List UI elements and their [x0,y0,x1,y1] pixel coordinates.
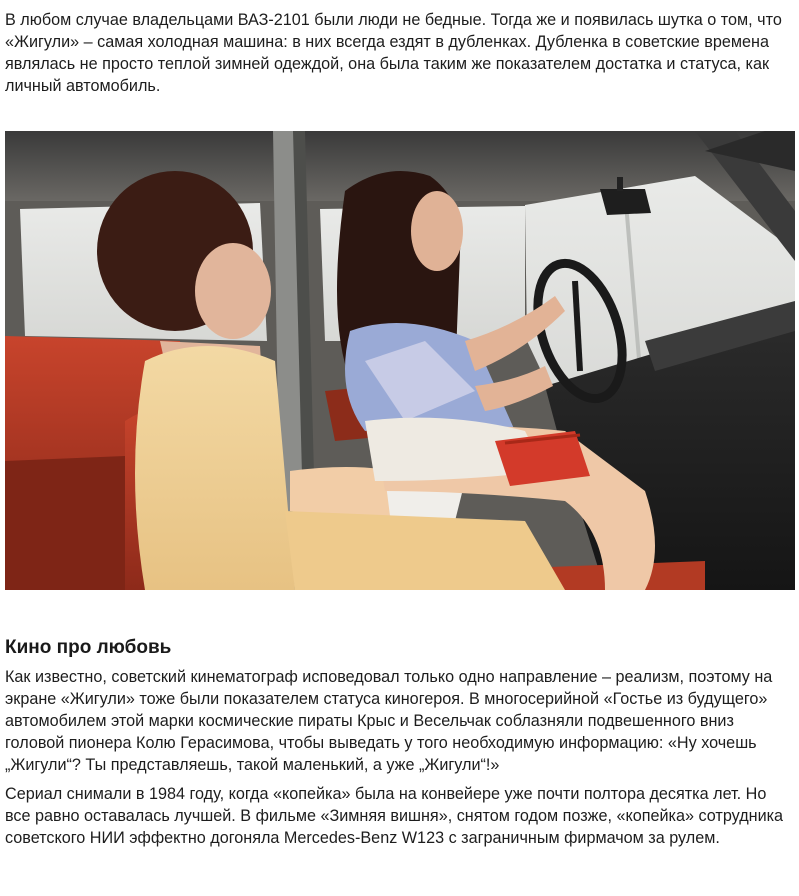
section-heading: Кино про любовь [5,637,172,658]
photo-car-interior-icon [5,131,795,590]
article-photo [5,131,795,590]
article-paragraph-3: Сериал снимали в 1984 году, когда «копейка» была на конвейере уже почти полтора десятка лет. Но все равно оставалась лучшей. В фильме «Зимняя вишня», снятом годом позже, «копейка» сотрудника советского НИИ эффектно догоняла Mercedes-Benz W123 с заграничным фирмачом за рулем. [5,785,784,847]
article-paragraph-1: В любом случае владельцами ВАЗ-2101 были люди не бедные. Тогда же и появилась шутка о том, что «Жигули» – самая холодная машина: в них всегда ездят в дубленках. Дубленка в советские времена являлась не просто теплой зимней одеждой, она была таким же показателем достатка и статуса, как личный автомобиль. [5,11,782,95]
article-body [5,0,795,849]
article-paragraph-2: Как известно, советский кинематограф исповедовал только одно направление – реализм, поэтому на экране «Жигули» тоже были показателем статуса киногероя. В многосерийной «Гостье из будущего» автомобилем этой марки космические пираты Крыс и Весельчак соблазняли подвешенного вниз головой пионера Колю Герасимова, чтобы выведать у того необходимую информацию: «Ну хочешь „Жигули“? Ты представляешь, такой маленький, а уже „Жигули“!» [5,668,773,774]
